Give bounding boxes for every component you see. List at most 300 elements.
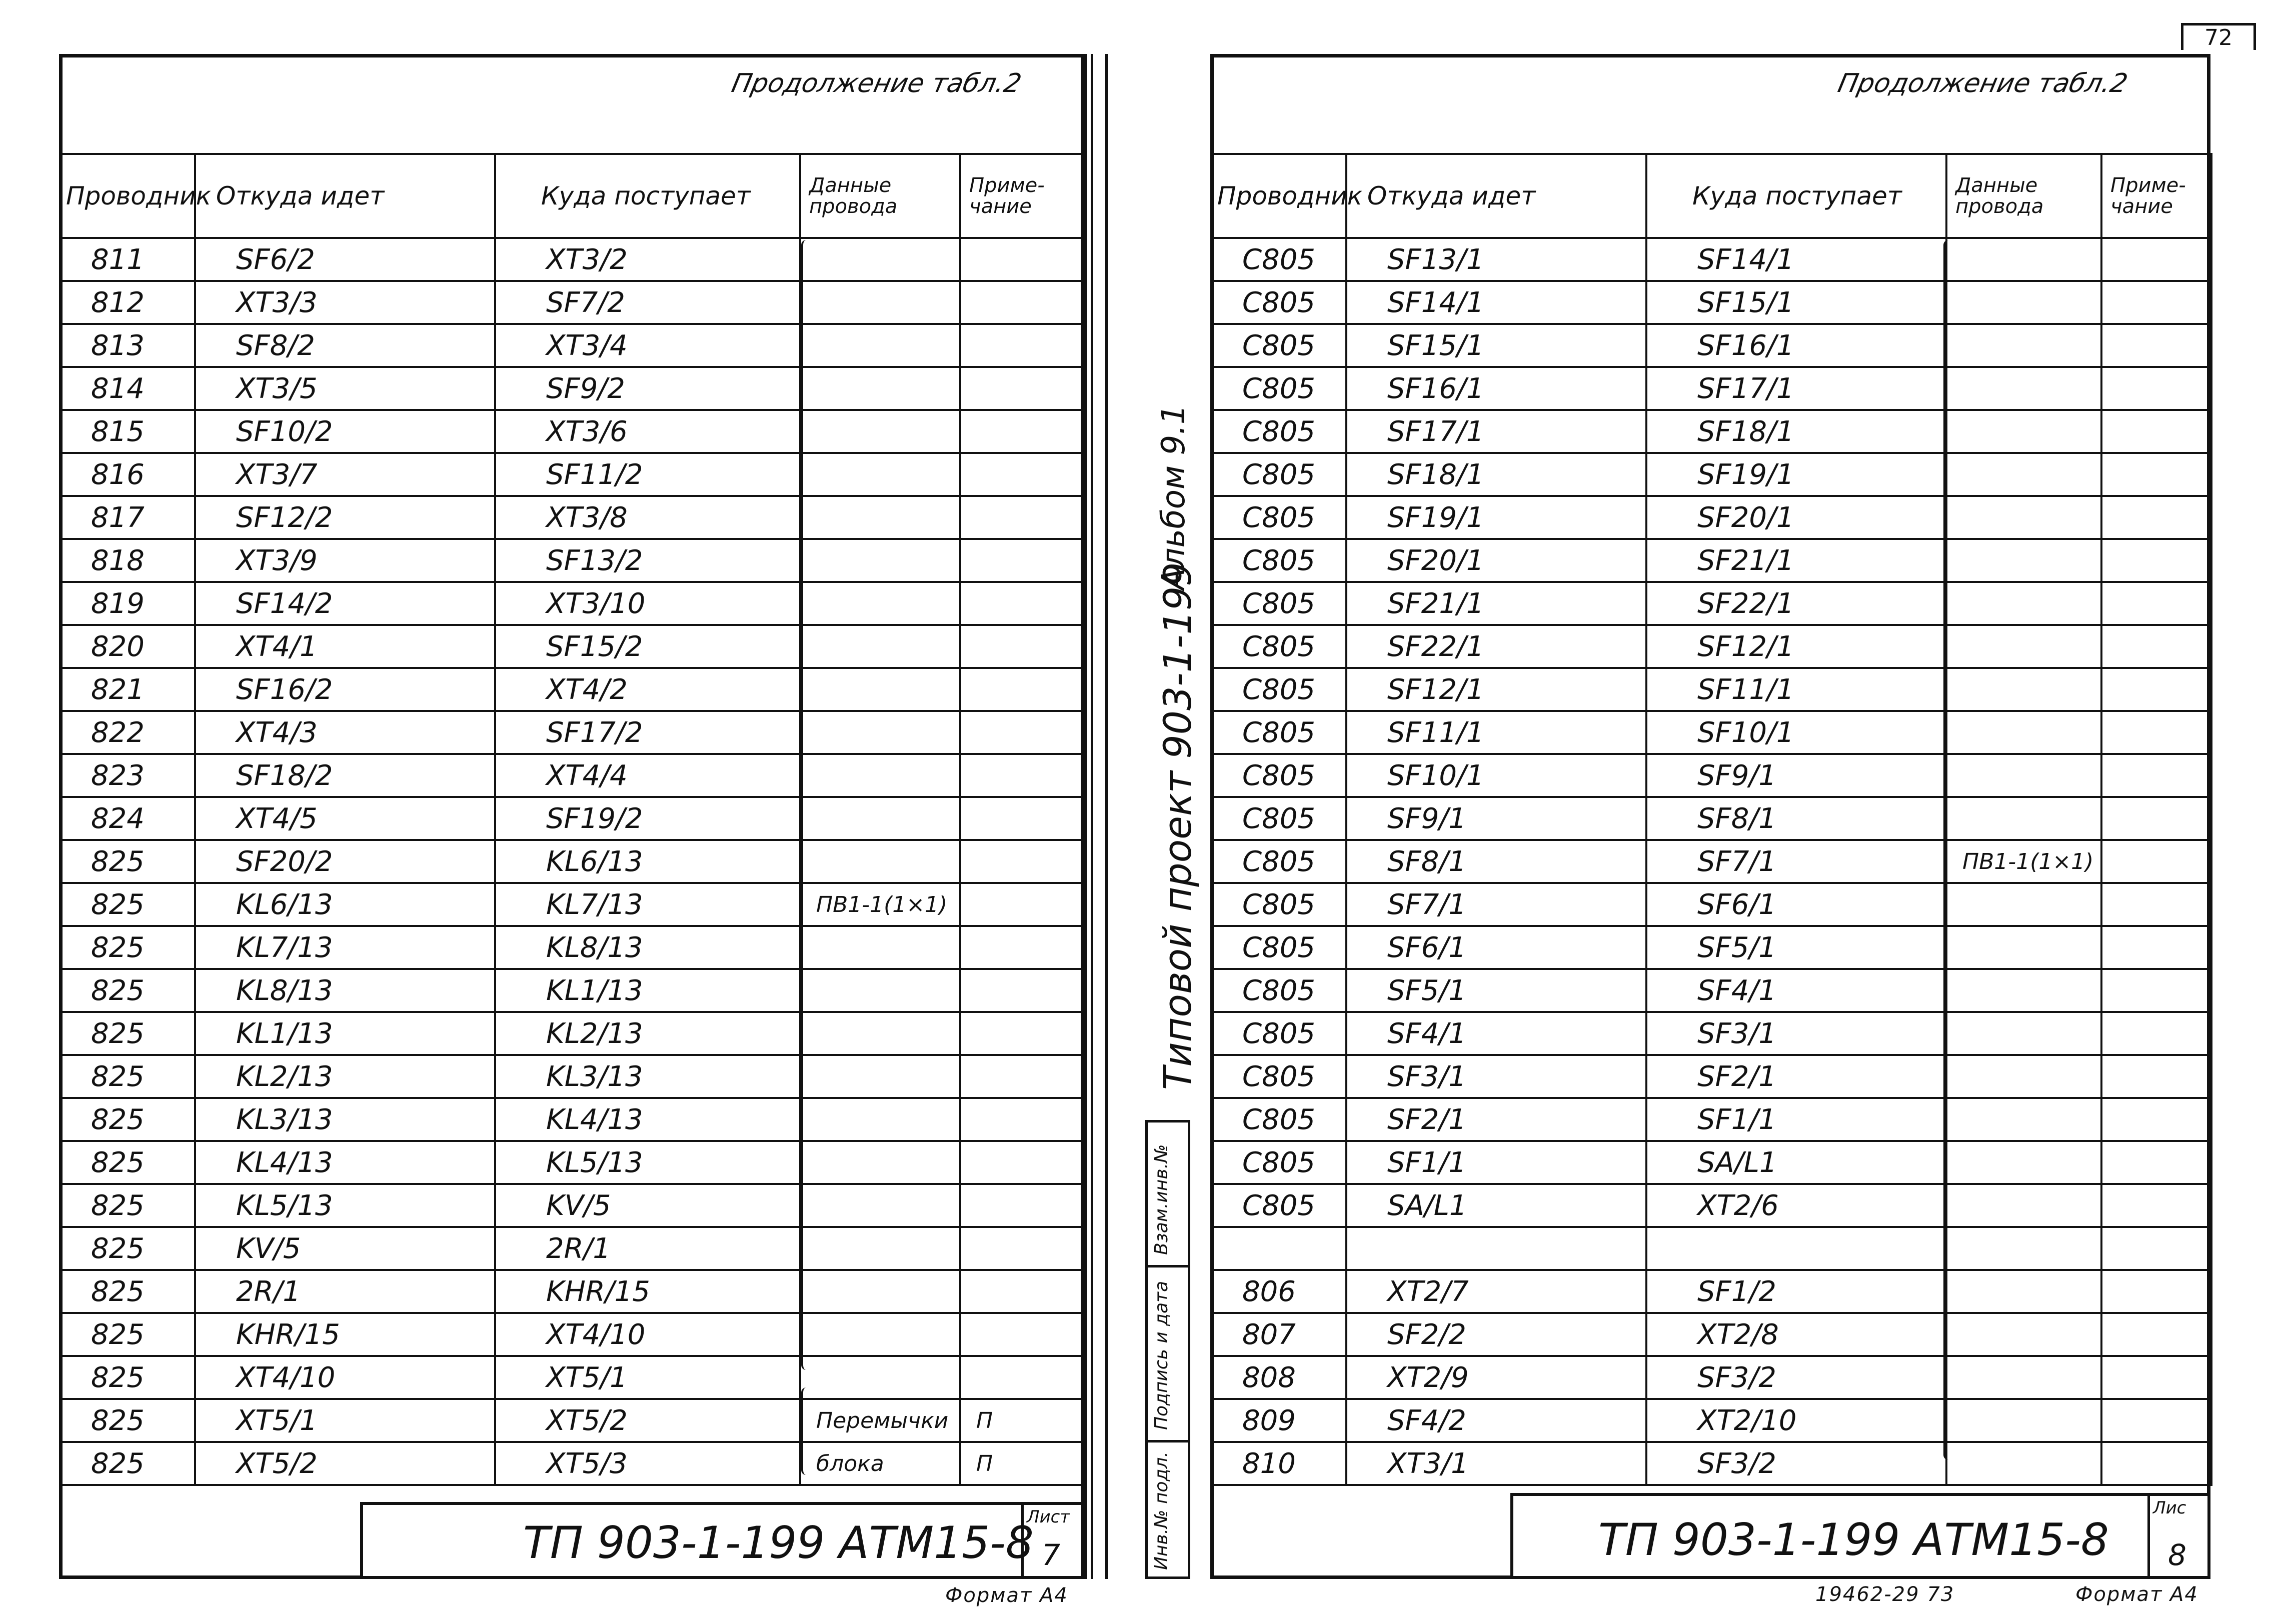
cell-from: KL3/13 [195, 1098, 495, 1141]
project-label: Типовой проект 903-1-199 [1155, 562, 1200, 1090]
cell-wire-data [1946, 797, 2101, 840]
cell-to: XT3/10 [495, 582, 800, 625]
cell-wire-data [1946, 238, 2101, 281]
cell-to: SF3/2 [1646, 1356, 1946, 1399]
cell-note [960, 969, 1085, 1012]
table-row [60, 367, 1085, 410]
cell-wire: 825 [60, 1313, 195, 1356]
cell-wire-data [1946, 539, 2101, 582]
left-brace-jumpers [801, 1388, 813, 1475]
right-table-header: Продолжение табл.2 [1835, 68, 2130, 98]
cell-from: SF5/1 [1346, 969, 1646, 1012]
right-footer-code: 19462-29 73 [1815, 1583, 1955, 1606]
cell-wire-data [800, 1055, 960, 1098]
cell-to: KL3/13 [495, 1055, 800, 1098]
cell-note [960, 1356, 1085, 1399]
cell-wire: С805 [1211, 797, 1346, 840]
cell-to: SF7/1 [1646, 840, 1946, 883]
cell-wire-data [800, 1356, 960, 1399]
cell-wire: 817 [60, 496, 195, 539]
cell-wire: 812 [60, 281, 195, 324]
cell-wire-data: Перемычки [800, 1399, 960, 1442]
cell-note [2101, 625, 2211, 668]
cell-from: SF14/2 [195, 582, 495, 625]
cell-note [960, 367, 1085, 410]
cell-wire-data: блока [800, 1442, 960, 1485]
cell-wire: 815 [60, 410, 195, 453]
cell-from: SF10/2 [195, 410, 495, 453]
cell-note [2101, 582, 2211, 625]
binding-label-signature: Подпись и дата [1151, 1280, 1172, 1430]
cell-wire-data [1946, 969, 2101, 1012]
cell-to: SF18/1 [1646, 410, 1946, 453]
left-table-header: Продолжение табл.2 [729, 68, 1024, 98]
table-row [1211, 1098, 2211, 1141]
table-row [1211, 1012, 2211, 1055]
cell-wire-data [1946, 1141, 2101, 1184]
cell-from: SF16/2 [195, 668, 495, 711]
cell-note [960, 711, 1085, 754]
table-row [60, 496, 1085, 539]
cell-note [960, 1141, 1085, 1184]
table-row [60, 754, 1085, 797]
cell-from: SF6/2 [195, 238, 495, 281]
cell-wire-data [1946, 453, 2101, 496]
cell-wire: С805 [1211, 840, 1346, 883]
table-row [60, 539, 1085, 582]
cell-to: SF3/1 [1646, 1012, 1946, 1055]
cell-from: KV/5 [195, 1227, 495, 1270]
cell-wire-data [800, 625, 960, 668]
cell-wire [1211, 1227, 1346, 1270]
cell-from: XT3/7 [195, 453, 495, 496]
cell-to: SA/L1 [1646, 1141, 1946, 1184]
table-row [1211, 1141, 2211, 1184]
cell-from: XT4/10 [195, 1356, 495, 1399]
cell-note: П [960, 1399, 1085, 1442]
cell-wire: 825 [60, 1270, 195, 1313]
cell-to: KL8/13 [495, 926, 800, 969]
table-row [1211, 1356, 2211, 1399]
cell-from: SF22/1 [1346, 625, 1646, 668]
cell-wire-data [1946, 1012, 2101, 1055]
cell-note [2101, 754, 2211, 797]
table-row [1211, 668, 2211, 711]
col-from: Откуда идет [195, 154, 495, 238]
cell-from: XT2/7 [1346, 1270, 1646, 1313]
table-row [60, 1313, 1085, 1356]
cell-to: XT2/10 [1646, 1399, 1946, 1442]
cell-from: SF12/1 [1346, 668, 1646, 711]
cell-to: SF12/1 [1646, 625, 1946, 668]
cell-wire: 825 [60, 926, 195, 969]
cell-wire-data [800, 496, 960, 539]
cell-to: SF10/1 [1646, 711, 1946, 754]
cell-from: SF1/1 [1346, 1141, 1646, 1184]
cell-wire: С805 [1211, 969, 1346, 1012]
cell-from: SF4/1 [1346, 1012, 1646, 1055]
cell-wire: 825 [60, 1442, 195, 1485]
cell-from: SF17/1 [1346, 410, 1646, 453]
cell-wire: 825 [60, 1098, 195, 1141]
cell-note [2101, 1098, 2211, 1141]
cell-note [960, 1012, 1085, 1055]
cell-wire-data [800, 926, 960, 969]
cell-to: SF9/1 [1646, 754, 1946, 797]
cell-note [960, 281, 1085, 324]
cell-wire-data [1946, 324, 2101, 367]
cell-from: SF20/2 [195, 840, 495, 883]
cell-wire: С805 [1211, 410, 1346, 453]
cell-wire-data [1946, 1313, 2101, 1356]
cell-wire: 825 [60, 1399, 195, 1442]
cell-note [2101, 539, 2211, 582]
binding-strip-divider [1084, 54, 1093, 1579]
cell-wire-data [1946, 1442, 2101, 1485]
table-row [60, 324, 1085, 367]
col-wire: Проводник [1211, 154, 1346, 238]
cell-note [960, 1098, 1085, 1141]
cell-wire-data [1946, 367, 2101, 410]
cell-wire: С805 [1211, 238, 1346, 281]
cell-note [2101, 1442, 2211, 1485]
cell-from: KHR/15 [195, 1313, 495, 1356]
table-row [1211, 1184, 2211, 1227]
cell-wire: 825 [60, 1184, 195, 1227]
cell-from: SF7/1 [1346, 883, 1646, 926]
cell-wire-data [1946, 625, 2101, 668]
cell-from: SF15/1 [1346, 324, 1646, 367]
cell-to: KL4/13 [495, 1098, 800, 1141]
cell-to: SF11/2 [495, 453, 800, 496]
cell-to: XT5/2 [495, 1399, 800, 1442]
table-row [60, 1442, 1085, 1485]
table-row [60, 453, 1085, 496]
cell-note [960, 539, 1085, 582]
cell-wire: 825 [60, 1356, 195, 1399]
cell-to: SF16/1 [1646, 324, 1946, 367]
cell-note [960, 797, 1085, 840]
cell-wire-data [800, 410, 960, 453]
cell-note [2101, 926, 2211, 969]
cell-wire-data [1946, 883, 2101, 926]
cell-wire: С805 [1211, 1184, 1346, 1227]
cell-wire-data [800, 1098, 960, 1141]
album-label: Альбом 9.1 [1155, 404, 1192, 590]
cell-wire: 808 [1211, 1356, 1346, 1399]
cell-note [2101, 1356, 2211, 1399]
binding-label-inventory: Инв.№ подл. [1151, 1452, 1172, 1570]
cell-wire-data [1946, 1399, 2101, 1442]
cell-to: SF15/2 [495, 625, 800, 668]
cell-wire: С805 [1211, 926, 1346, 969]
cell-wire-data [800, 1141, 960, 1184]
cell-wire: С805 [1211, 754, 1346, 797]
cell-note [2101, 1313, 2211, 1356]
cell-to: 2R/1 [495, 1227, 800, 1270]
cell-from: SF2/1 [1346, 1098, 1646, 1141]
cell-to: SF22/1 [1646, 582, 1946, 625]
cell-note [2101, 1227, 2211, 1270]
table-row [60, 238, 1085, 281]
cell-wire: 823 [60, 754, 195, 797]
table-row [60, 1184, 1085, 1227]
cell-note [2101, 1012, 2211, 1055]
table-row [60, 840, 1085, 883]
cell-from: SF18/1 [1346, 453, 1646, 496]
cell-from: XT3/3 [195, 281, 495, 324]
cell-wire: 811 [60, 238, 195, 281]
cell-from: SF10/1 [1346, 754, 1646, 797]
cell-to: SF1/1 [1646, 1098, 1946, 1141]
table-row [1211, 324, 2211, 367]
table-row [1211, 1270, 2211, 1313]
cell-to: SF3/2 [1646, 1442, 1946, 1485]
cell-wire-data [800, 324, 960, 367]
table-row [1211, 410, 2211, 453]
cell-from: KL8/13 [195, 969, 495, 1012]
right-title-block [1510, 1493, 2210, 1579]
cell-from: XT3/9 [195, 539, 495, 582]
cell-note [2101, 1055, 2211, 1098]
cell-note [2101, 711, 2211, 754]
cell-wire-data [1946, 281, 2101, 324]
cell-note [960, 840, 1085, 883]
cell-to: SF11/1 [1646, 668, 1946, 711]
cell-from: SF11/1 [1346, 711, 1646, 754]
right-brace-wire-data [1943, 240, 1955, 1460]
cell-from: XT3/5 [195, 367, 495, 410]
right-table-body [1211, 238, 2211, 1485]
cell-wire: 825 [60, 1055, 195, 1098]
cell-from: XT5/1 [195, 1399, 495, 1442]
cell-note [2101, 367, 2211, 410]
cell-to: KHR/15 [495, 1270, 800, 1313]
page-number: 72 [2181, 23, 2256, 50]
cell-to: SF4/1 [1646, 969, 1946, 1012]
cell-note [960, 453, 1085, 496]
left-title-block [360, 1502, 1084, 1579]
table-row [60, 1270, 1085, 1313]
cell-from: KL5/13 [195, 1184, 495, 1227]
cell-from: KL6/13 [195, 883, 495, 926]
cell-wire: 825 [60, 883, 195, 926]
cell-note [2101, 1141, 2211, 1184]
cell-to: SF17/1 [1646, 367, 1946, 410]
cell-wire: С805 [1211, 625, 1346, 668]
cell-from: SF9/1 [1346, 797, 1646, 840]
cell-note [2101, 324, 2211, 367]
cell-note [960, 410, 1085, 453]
cell-note [2101, 453, 2211, 496]
cell-wire-data [1946, 1184, 2101, 1227]
cell-wire-data [1946, 496, 2101, 539]
cell-wire-data [800, 969, 960, 1012]
cell-wire-data [1946, 711, 2101, 754]
cell-from: SF21/1 [1346, 582, 1646, 625]
cell-wire: С805 [1211, 453, 1346, 496]
cell-wire-data [800, 1012, 960, 1055]
cell-note [2101, 1399, 2211, 1442]
cell-wire-data [800, 582, 960, 625]
cell-to: SF5/1 [1646, 926, 1946, 969]
table-row [60, 797, 1085, 840]
cell-wire-data [800, 281, 960, 324]
table-row [60, 1356, 1085, 1399]
table-row [60, 883, 1085, 926]
cell-to: XT3/8 [495, 496, 800, 539]
table-row [1211, 754, 2211, 797]
cell-wire: С805 [1211, 496, 1346, 539]
table-row [60, 969, 1085, 1012]
cell-wire: С805 [1211, 883, 1346, 926]
table-row [1211, 1313, 2211, 1356]
col-from: Откуда идет [1346, 154, 1646, 238]
cell-from: KL4/13 [195, 1141, 495, 1184]
table-row [1211, 582, 2211, 625]
left-sheet-box [1021, 1505, 1081, 1576]
left-footer-format: Формат А4 [945, 1584, 1068, 1607]
cell-wire-data [1946, 754, 2101, 797]
left-sheet-number: 7 [1042, 1538, 1060, 1572]
cell-wire: С805 [1211, 324, 1346, 367]
table-row [60, 1012, 1085, 1055]
table-row [1211, 1055, 2211, 1098]
cell-wire: С805 [1211, 711, 1346, 754]
cell-to: XT2/8 [1646, 1313, 1946, 1356]
left-brace-wire-data [801, 240, 813, 1370]
table-row [60, 1399, 1085, 1442]
cell-from: SF6/1 [1346, 926, 1646, 969]
cell-wire-data [1946, 582, 2101, 625]
cell-to: SF20/1 [1646, 496, 1946, 539]
col-wire-data: Данные провода [1946, 154, 2101, 238]
table-row [60, 281, 1085, 324]
table-row [1211, 1442, 2211, 1485]
cell-wire: С805 [1211, 668, 1346, 711]
cell-note [2101, 840, 2211, 883]
cell-wire-data [800, 1270, 960, 1313]
left-sheet-label: Лист [1027, 1507, 1070, 1527]
cell-wire-data [800, 840, 960, 883]
cell-to: XT5/1 [495, 1356, 800, 1399]
cell-wire: 822 [60, 711, 195, 754]
cell-from: XT4/1 [195, 625, 495, 668]
cell-note [2101, 797, 2211, 840]
binding-label-replacement: Взам.инв.№ [1151, 1144, 1172, 1255]
cell-to: XT2/6 [1646, 1184, 1946, 1227]
cell-from: XT4/3 [195, 711, 495, 754]
cell-to: KL2/13 [495, 1012, 800, 1055]
binding-stamp-rule-2 [1145, 1440, 1190, 1442]
cell-from: SF19/1 [1346, 496, 1646, 539]
cell-note [960, 1270, 1085, 1313]
table-row [1211, 711, 2211, 754]
cell-to: SF19/1 [1646, 453, 1946, 496]
cell-wire: 825 [60, 1227, 195, 1270]
cell-wire: 824 [60, 797, 195, 840]
cell-note [2101, 1270, 2211, 1313]
cell-note [960, 1313, 1085, 1356]
cell-wire-data [1946, 668, 2101, 711]
cell-from: SF3/1 [1346, 1055, 1646, 1098]
cell-wire-data [800, 797, 960, 840]
cell-from: SA/L1 [1346, 1184, 1646, 1227]
binding-stamp-rule-1 [1145, 1265, 1190, 1268]
cell-wire: 816 [60, 453, 195, 496]
cell-to: SF15/1 [1646, 281, 1946, 324]
cell-note [960, 754, 1085, 797]
cell-note: П [960, 1442, 1085, 1485]
table-row [1211, 281, 2211, 324]
cell-note [2101, 281, 2211, 324]
cell-to: KL7/13 [495, 883, 800, 926]
left-wire-table [59, 153, 1086, 1486]
cell-from: SF4/2 [1346, 1399, 1646, 1442]
cell-from: SF2/2 [1346, 1313, 1646, 1356]
cell-wire: 820 [60, 625, 195, 668]
cell-to: SF6/1 [1646, 883, 1946, 926]
cell-from: SF13/1 [1346, 238, 1646, 281]
col-note: Приме-чание [960, 154, 1085, 238]
cell-wire-data [800, 1184, 960, 1227]
right-footer-format: Формат А4 [2075, 1583, 2198, 1606]
col-wire: Проводник [60, 154, 195, 238]
cell-wire: 807 [1211, 1313, 1346, 1356]
cell-to: SF21/1 [1646, 539, 1946, 582]
table-row [1211, 1399, 2211, 1442]
right-wire-table [1210, 153, 2212, 1486]
cell-note [2101, 668, 2211, 711]
cell-to: SF14/1 [1646, 238, 1946, 281]
cell-note [960, 582, 1085, 625]
cell-wire: С805 [1211, 1141, 1346, 1184]
cell-wire-data: ПВ1-1(1×1) [800, 883, 960, 926]
table-row [1211, 969, 2211, 1012]
cell-note [960, 883, 1085, 926]
cell-wire-data [1946, 410, 2101, 453]
cell-wire: С805 [1211, 367, 1346, 410]
cell-from [1346, 1227, 1646, 1270]
cell-wire: 825 [60, 969, 195, 1012]
cell-from: SF8/2 [195, 324, 495, 367]
cell-wire: 806 [1211, 1270, 1346, 1313]
cell-wire-data [800, 1313, 960, 1356]
cell-note [2101, 410, 2211, 453]
table-row [60, 926, 1085, 969]
cell-note [960, 238, 1085, 281]
cell-wire-data [1946, 1055, 2101, 1098]
cell-from: XT3/1 [1346, 1442, 1646, 1485]
col-to: Куда поступает [1646, 154, 1946, 238]
cell-wire-data [800, 711, 960, 754]
cell-to: SF9/2 [495, 367, 800, 410]
cell-wire-data [800, 539, 960, 582]
cell-to [1646, 1227, 1946, 1270]
cell-to: SF13/2 [495, 539, 800, 582]
cell-wire: 825 [60, 1141, 195, 1184]
cell-wire: 825 [60, 1012, 195, 1055]
cell-wire-data [800, 238, 960, 281]
table-row [1211, 367, 2211, 410]
cell-wire-data [1946, 1227, 2101, 1270]
cell-from: 2R/1 [195, 1270, 495, 1313]
cell-note [960, 496, 1085, 539]
cell-from: KL7/13 [195, 926, 495, 969]
col-note: Приме-чание [2101, 154, 2211, 238]
table-row [1211, 926, 2211, 969]
cell-wire: 825 [60, 840, 195, 883]
